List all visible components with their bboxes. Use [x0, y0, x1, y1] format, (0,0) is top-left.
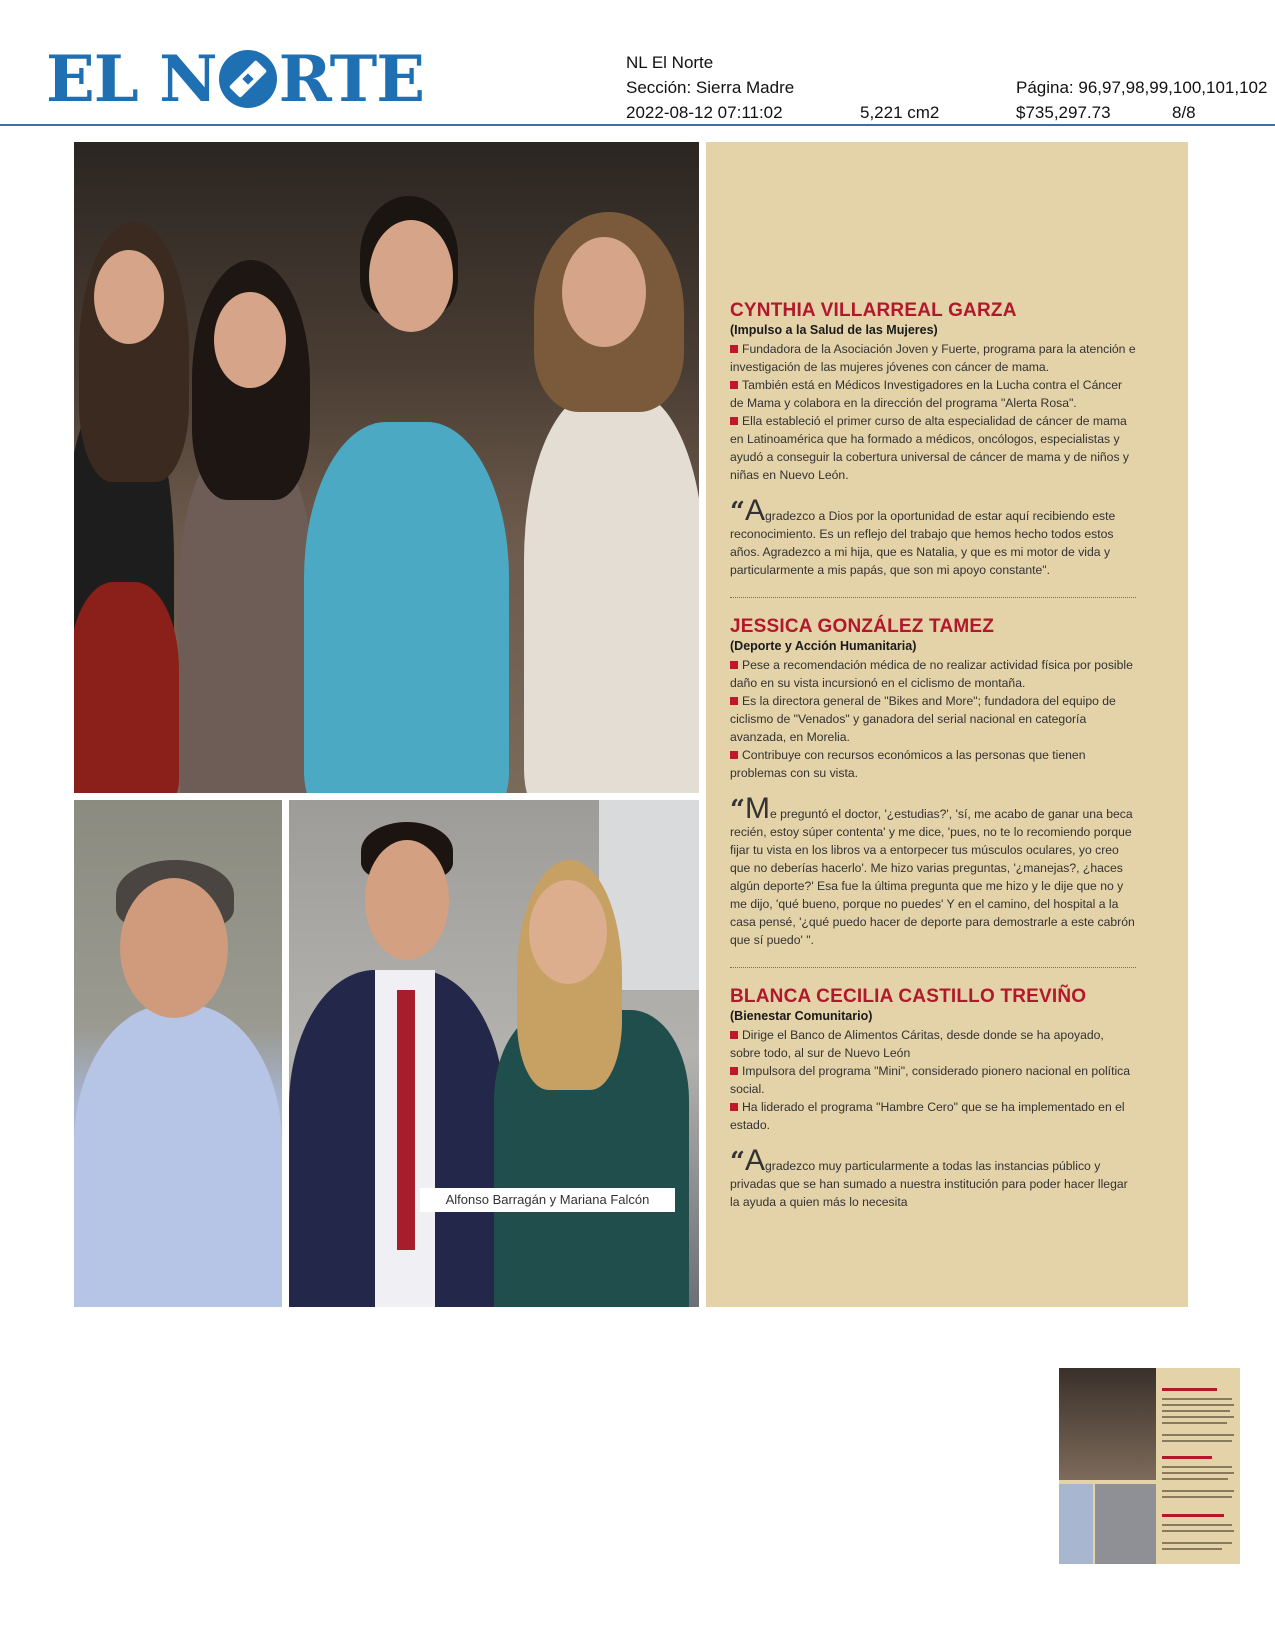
section-divider — [730, 967, 1136, 968]
profile-bullet: También está en Médicos Investigadores en la Lucha contra el Cáncer de Mama y colabora en la dirección del programa "Alerta Rosa". — [730, 378, 1123, 410]
profile-bullet: Impulsora del programa "Mini", considerado pionero nacional en política social. — [730, 1064, 1131, 1096]
thumbnail-text-line — [1162, 1548, 1222, 1550]
thumbnail-man-photo — [1059, 1484, 1093, 1564]
profile-bullet: Es la directora general de "Bikes and More"; fundadora del equipo de ciclismo de "Venados" y ganadora del serial nacional en categoría avanzada, en Morelia. — [730, 694, 1116, 744]
couple-photo — [289, 800, 699, 1307]
red-square-icon — [730, 345, 738, 353]
thumbnail-heading — [1162, 1388, 1217, 1391]
red-square-icon — [730, 751, 738, 759]
red-square-icon — [730, 1031, 738, 1039]
clip-page-count: 8/8 — [1172, 103, 1196, 122]
thumbnail-text-line — [1162, 1398, 1232, 1400]
man-portrait-photo — [74, 800, 282, 1307]
thumbnail-text-line — [1162, 1496, 1232, 1498]
photo-caption: Alfonso Barragán y Mariana Falcón — [420, 1188, 675, 1212]
quote-text: gradezco a Dios por la oportunidad de estar aquí recibiendo este reconocimiento. Es un reflejo del trabajo que hemos hecho todos estos años. Agradezco a mi hija, que es Natalia, y que es mi motor de vida y particularmente a mis papás, que son mi apoyo constante". — [730, 509, 1116, 577]
publication-name: NL El Norte — [626, 53, 714, 72]
clip-datetime: 2022-08-12 07:11:02 — [626, 103, 783, 122]
thumbnail-heading — [1162, 1456, 1212, 1459]
el-norte-logo — [46, 41, 425, 117]
compass-icon — [219, 50, 277, 108]
thumbnail-group-photo — [1059, 1368, 1156, 1480]
thumbnail-text-line — [1162, 1530, 1234, 1532]
profile-bullet: Contribuye con recursos económicos a las personas que tienen problemas con su vista. — [730, 748, 1086, 780]
profile-bullet: Fundadora de la Asociación Joven y Fuerte, programa para la atención e investigación de las mujeres jóvenes con cáncer de mama. — [730, 342, 1136, 374]
quote-initial: A — [744, 494, 765, 527]
thumbnail-text-line — [1162, 1434, 1234, 1436]
profile-bullet: Pese a recomendación médica de no realizar actividad física por posible daño en su vista incursionó en el ciclismo de montaña. — [730, 658, 1133, 690]
thumbnail-text-line — [1162, 1410, 1230, 1412]
quote-mark-icon: “ — [730, 497, 745, 527]
profile-name: CYNTHIA VILLARREAL GARZA — [730, 300, 1017, 321]
red-square-icon — [730, 661, 738, 669]
logo-text-left: EL N — [46, 41, 217, 117]
clip-cost: $735,297.73 — [1016, 103, 1111, 122]
profile-bullet: Dirige el Banco de Alimentos Cáritas, desde donde se ha apoyado, sobre todo, al sur de Nuevo León — [730, 1028, 1104, 1060]
profile-bullet: Ha liderado el programa "Hambre Cero" que se ha implementado en el estado. — [730, 1100, 1125, 1132]
profile-name: JESSICA GONZÁLEZ TAMEZ — [730, 616, 995, 637]
section-divider — [730, 597, 1136, 598]
profile-blanca — [730, 986, 1136, 1211]
clip-pages: Página: 96,97,98,99,100,101,102 — [1016, 78, 1268, 97]
thumbnail-text-line — [1162, 1472, 1234, 1474]
profile-bullet: Ella estableció el primer curso de alta especialidad de cáncer de mama en Latinoamérica que ha formado a médicos, oncólogos, especialistas y ayudó a conseguir la cobertura universal de cáncer de mama y de niños y niñas en Nuevo León. — [730, 414, 1130, 482]
thumbnail-text-line — [1162, 1466, 1232, 1468]
group-photo — [74, 142, 699, 793]
quote-text: gradezco muy particularmente a todas las instancias público y privadas que se han sumado a nuestra institución para poder hacer llegar la ayuda a quien más lo necesita — [730, 1159, 1128, 1209]
thumbnail-text-line — [1162, 1404, 1234, 1406]
quote-mark-icon: “ — [730, 795, 745, 825]
thumbnail-text-line — [1162, 1478, 1228, 1480]
red-square-icon — [730, 1067, 738, 1075]
profile-category: (Deporte y Acción Humanitaria) — [730, 639, 917, 653]
clip-area: 5,221 cm2 — [860, 103, 940, 122]
quote-initial: A — [744, 1144, 765, 1177]
profile-cynthia — [730, 300, 1136, 579]
thumbnail-text-line — [1162, 1440, 1232, 1442]
red-square-icon — [730, 1103, 738, 1111]
profile-jessica — [730, 616, 1136, 949]
profile-quote — [730, 792, 1136, 949]
section-name: Sección: Sierra Madre — [626, 78, 795, 97]
thumbnail-text-line — [1162, 1490, 1234, 1492]
header-rule — [0, 124, 1275, 126]
thumbnail-text-line — [1162, 1422, 1227, 1424]
profile-quote — [730, 1144, 1136, 1211]
profile-category: (Bienestar Comunitario) — [730, 1009, 873, 1023]
thumbnail-text-line — [1162, 1542, 1232, 1544]
quote-mark-icon: “ — [730, 1147, 745, 1177]
logo-text-right: RTE — [278, 41, 425, 117]
clipping-meta-left — [626, 50, 794, 125]
profile-category: (Impulso a la Salud de las Mujeres) — [730, 323, 938, 337]
quote-initial: M — [744, 792, 770, 825]
thumbnail-text-line — [1162, 1416, 1234, 1418]
thumbnail-couple-photo — [1095, 1484, 1156, 1564]
thumbnail-text-line — [1162, 1524, 1232, 1526]
article-content — [730, 300, 1136, 1211]
red-square-icon — [730, 381, 738, 389]
red-square-icon — [730, 697, 738, 705]
profile-quote — [730, 494, 1136, 579]
red-square-icon — [730, 417, 738, 425]
profile-name: BLANCA CECILIA CASTILLO TREVIÑO — [730, 986, 1087, 1007]
thumbnail-heading — [1162, 1514, 1224, 1517]
quote-text: e preguntó el doctor, '¿estudias?', 'sí, me acabo de ganar una beca recién, estoy súper contenta' y me dice, 'pues, no te lo recomiendo porque fijar tu vista en los libros va a entorpecer tus músculos oculares, yo creo que no deberías hacerlo'. Me hizo varias preguntas, '¿manejas?, ¿haces algún deporte?' Esa fue la última pregunta que me hizo y le dije que no y me dijo, 'qué bueno, porque no puedes' Y en el camino, del hospital a la casa pensé, '¿qué puedo hacer de deporte para demostrarle a este cabrón que sí puedo' ". — [730, 807, 1135, 947]
page-thumbnail[interactable] — [1059, 1368, 1240, 1564]
article-column — [706, 142, 1188, 1307]
